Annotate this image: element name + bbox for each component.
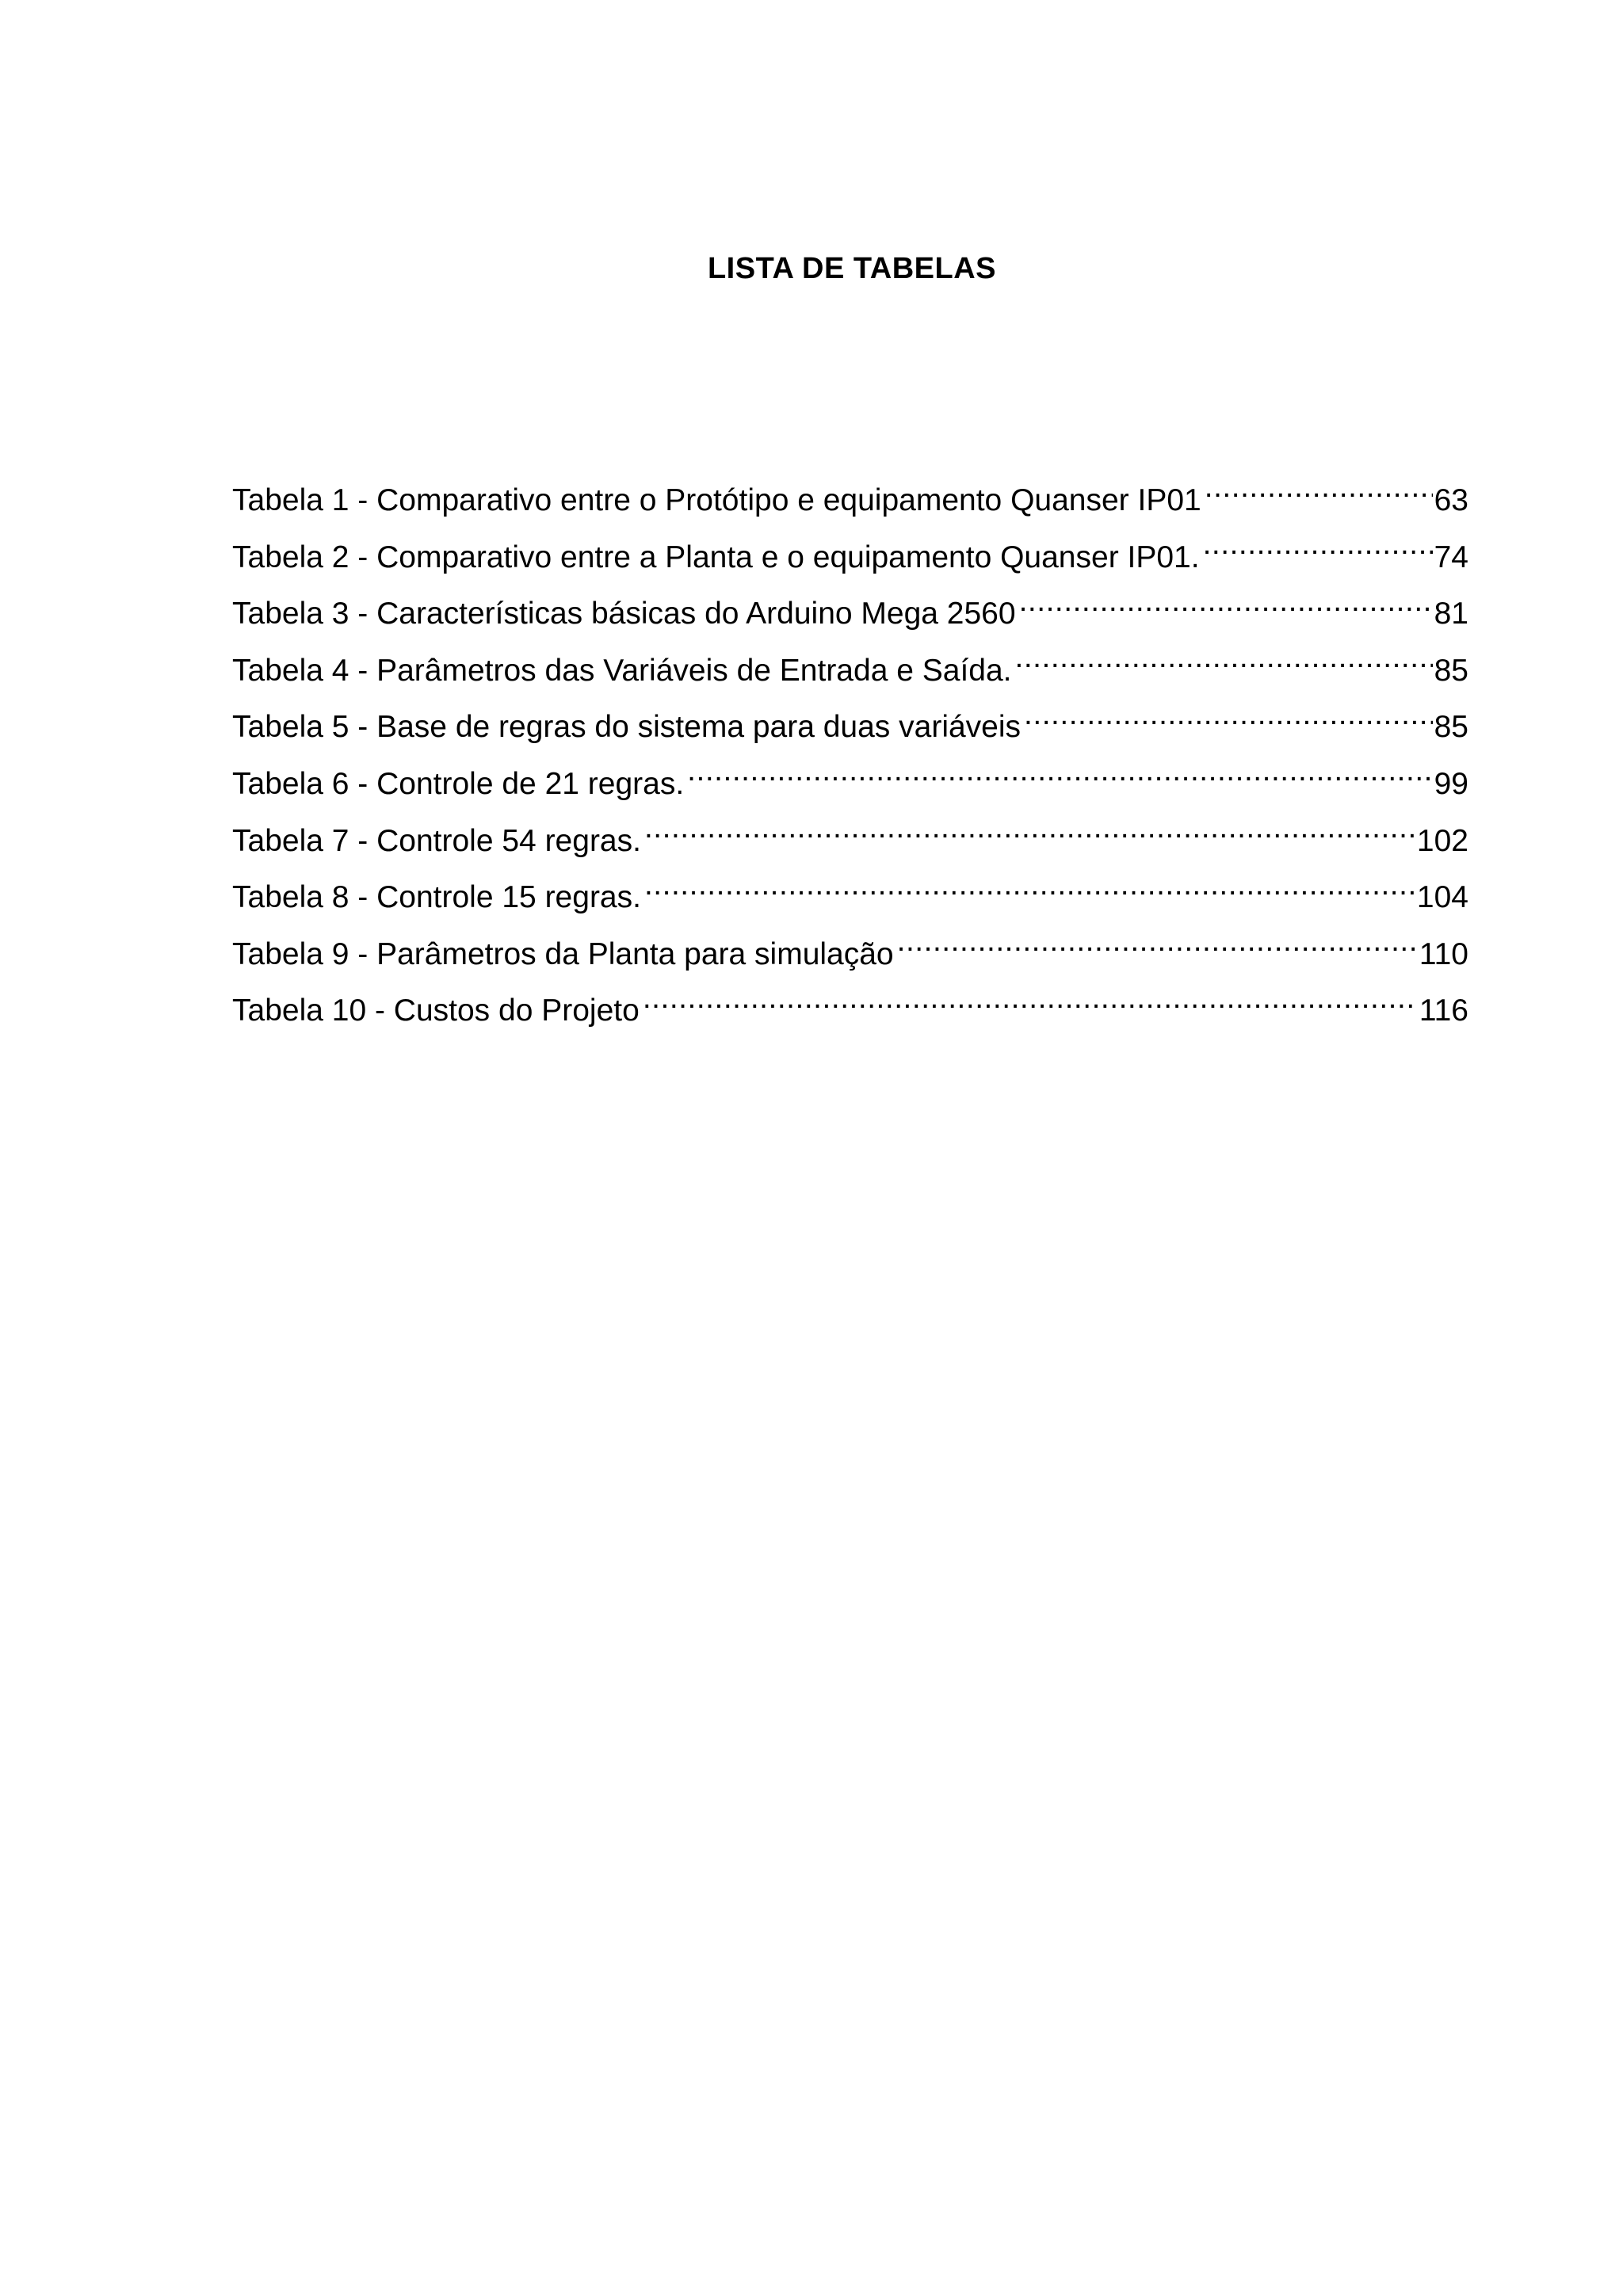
toc-entry-label: Tabela 2 - Comparativo entre a Planta e o equipamento Quanser IP01.	[232, 540, 1200, 574]
toc-entry-page: 116	[1419, 994, 1468, 1028]
toc-entry-tabela-3[interactable]	[232, 585, 1468, 643]
dot-leader	[684, 763, 1432, 794]
table-of-tables	[232, 472, 1468, 1039]
toc-entry-label: Tabela 9 - Parâmetros da Planta para simulação	[232, 936, 894, 971]
toc-entry-tabela-5[interactable]	[232, 699, 1468, 756]
toc-entry-label: Tabela 5 - Base de regras do sistema para duas variáveis	[232, 710, 1022, 745]
dot-leader	[1201, 479, 1433, 510]
toc-entry-page: 110	[1419, 936, 1468, 971]
toc-entry-page: 104	[1416, 880, 1468, 915]
dot-leader	[1021, 706, 1433, 737]
toc-entry-page: 74	[1434, 540, 1468, 574]
toc-entry-page: 81	[1434, 597, 1468, 631]
toc-entry-tabela-6[interactable]	[232, 756, 1468, 813]
toc-entry-tabela-1[interactable]	[232, 472, 1468, 529]
dot-leader	[1016, 593, 1433, 624]
toc-entry-label: Tabela 4 - Parâmetros das Variáveis de Entrada e Saída.	[232, 653, 1012, 688]
toc-entry-tabela-10[interactable]	[232, 982, 1468, 1039]
toc-entry-tabela-9[interactable]	[232, 926, 1468, 983]
toc-entry-page: 85	[1434, 653, 1468, 688]
toc-entry-page: 99	[1434, 766, 1468, 801]
toc-entry-page: 63	[1434, 483, 1468, 517]
dot-leader	[1012, 650, 1433, 681]
toc-entry-label: Tabela 8 - Controle 15 regras.	[232, 880, 641, 915]
dot-leader	[641, 820, 1415, 851]
dot-leader	[640, 990, 1418, 1020]
dot-leader	[894, 933, 1418, 964]
toc-entry-tabela-8[interactable]	[232, 869, 1468, 926]
toc-entry-label: Tabela 3 - Características básicas do Arduino Mega 2560	[232, 597, 1016, 631]
dot-leader	[641, 876, 1415, 907]
toc-entry-page: 85	[1434, 710, 1468, 745]
toc-entry-page: 102	[1416, 823, 1468, 858]
page-title: LISTA DE TABELAS	[707, 252, 997, 285]
toc-entry-tabela-4[interactable]	[232, 643, 1468, 700]
toc-entry-tabela-7[interactable]	[232, 813, 1468, 870]
toc-entry-label: Tabela 10 - Custos do Projeto	[232, 994, 640, 1028]
toc-entry-label: Tabela 6 - Controle de 21 regras.	[232, 766, 685, 801]
toc-entry-label: Tabela 1 - Comparativo entre o Protótipo e equipamento Quanser IP01	[232, 483, 1201, 517]
toc-entry-label: Tabela 7 - Controle 54 regras.	[232, 823, 641, 858]
dot-leader	[1200, 536, 1433, 567]
toc-entry-tabela-2[interactable]	[232, 529, 1468, 586]
